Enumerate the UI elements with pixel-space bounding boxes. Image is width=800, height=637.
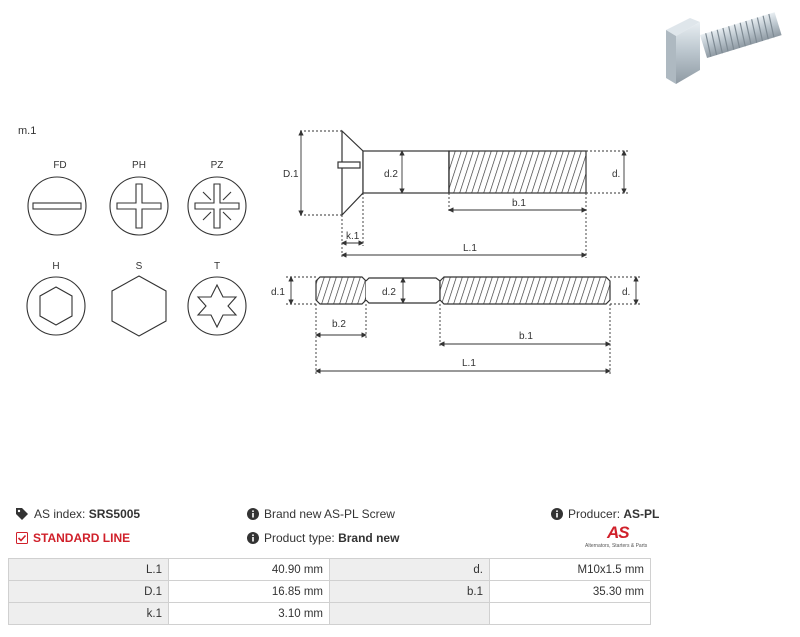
pozidriv-drive-icon <box>188 177 246 235</box>
torx-drive-icon <box>188 277 246 335</box>
logo-tagline: Alternators, Starters & Parts <box>585 543 648 549</box>
label-d: d. <box>612 169 621 180</box>
spec-value: M10x1.5 mm <box>490 559 651 581</box>
spec-key: b.1 <box>330 581 490 603</box>
spec-value <box>490 603 651 625</box>
table-row <box>9 581 651 603</box>
label-d1: d.1 <box>271 287 285 298</box>
brand-logo <box>585 523 653 553</box>
info-icon <box>551 508 563 520</box>
drive-code-fd: FD <box>53 160 67 171</box>
product-photo <box>666 12 782 84</box>
label-D1: D.1 <box>283 169 299 180</box>
spec-key: L.1 <box>9 559 169 581</box>
label-b1-stud: b.1 <box>519 331 533 342</box>
screw-stud-drawing <box>316 277 610 304</box>
slotted-drive-icon <box>28 177 86 235</box>
info-icon <box>247 532 259 544</box>
logo-mark: AS <box>607 523 629 542</box>
drive-code-h: H <box>52 261 60 272</box>
label-d-stud: d. <box>622 287 631 298</box>
label-L1: L.1 <box>463 243 477 254</box>
table-row <box>9 559 651 581</box>
drive-type-icons <box>27 160 246 336</box>
producer <box>551 507 659 521</box>
label-k1: k.1 <box>346 231 360 242</box>
spec-value: 3.10 mm <box>169 603 330 625</box>
label-b1: b.1 <box>512 198 526 209</box>
producer-label: Producer: <box>568 507 621 521</box>
section-label: m.1 <box>18 125 37 137</box>
as-index-label: AS index: <box>34 507 86 521</box>
drive-code-pz: PZ <box>210 160 224 171</box>
drive-code-ph: PH <box>132 160 146 171</box>
spec-key: D.1 <box>9 581 169 603</box>
tag-icon <box>16 508 29 520</box>
as-index-value: SRS5005 <box>88 507 141 521</box>
label-b2: b.2 <box>332 319 346 330</box>
label-d2-stud: d.2 <box>382 287 396 298</box>
hex-head-drive-icon <box>112 276 166 336</box>
spec-key <box>330 603 490 625</box>
table-row <box>9 603 651 625</box>
product-type-label: Product type: <box>264 531 335 545</box>
label-d2: d.2 <box>384 169 398 180</box>
phillips-drive-icon <box>110 177 168 235</box>
standard-line-badge: STANDARD LINE <box>16 531 130 545</box>
drive-code-s: S <box>135 261 143 272</box>
checkbox-checked-icon <box>16 532 28 544</box>
info-icon <box>247 508 259 520</box>
drive-code-t: T <box>213 261 221 272</box>
spec-key: d. <box>330 559 490 581</box>
specs-table <box>8 558 651 625</box>
product-type <box>247 531 399 545</box>
hex-socket-drive-icon <box>27 277 85 335</box>
as-index <box>16 507 140 521</box>
spec-value: 35.30 mm <box>490 581 651 603</box>
product-description: Brand new AS-PL Screw <box>247 507 395 521</box>
product-type-value: Brand new <box>338 531 400 545</box>
spec-value: 40.90 mm <box>169 559 330 581</box>
spec-key: k.1 <box>9 603 169 625</box>
label-L1-stud: L.1 <box>462 358 476 369</box>
producer-value: AS-PL <box>623 507 660 521</box>
spec-value: 16.85 mm <box>169 581 330 603</box>
screw-countersunk-drawing <box>338 131 586 215</box>
